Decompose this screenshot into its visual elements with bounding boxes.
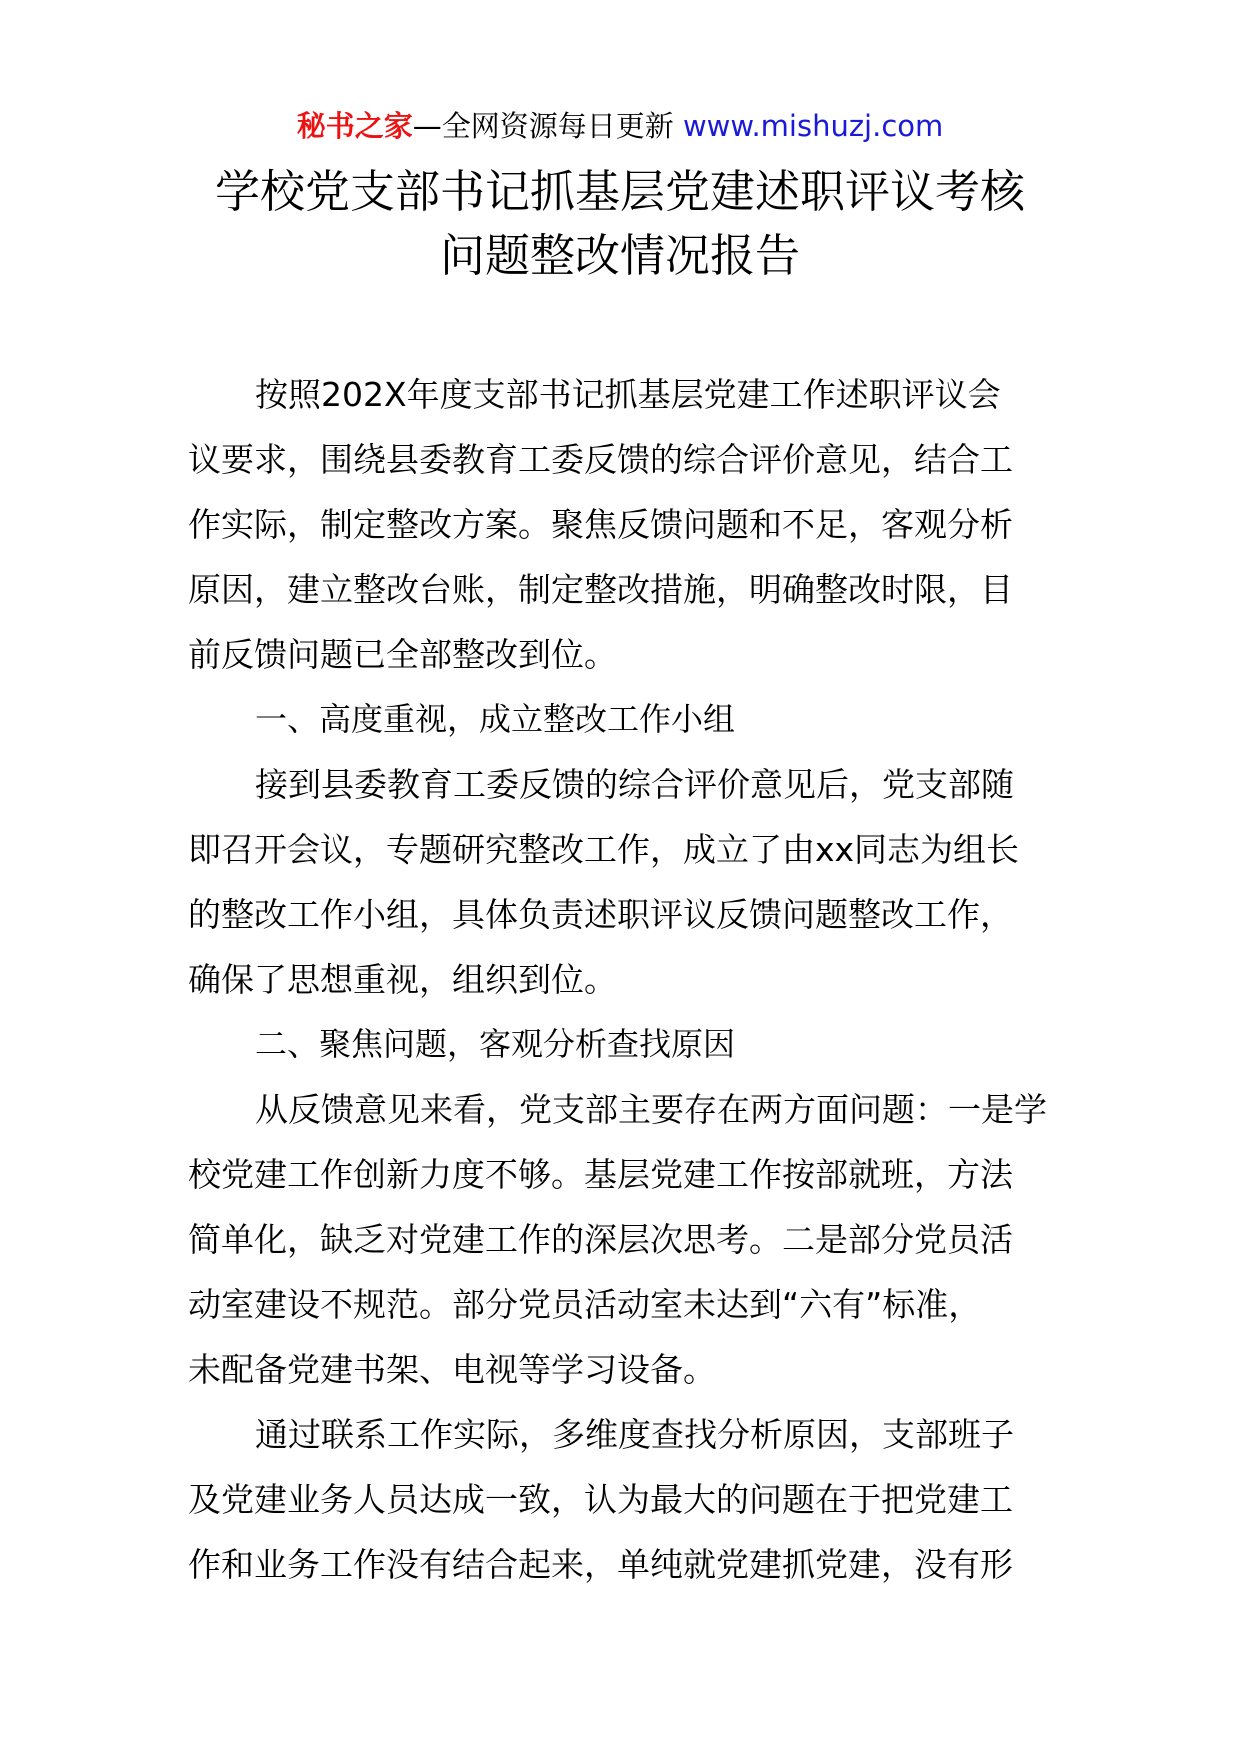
paragraph-line: 通过联系工作实际，多维度查找分析原因，支部班子 — [255, 1415, 1014, 1454]
paragraph-line: 作和业务工作没有结合起来，单纯就党建抓党建，没有形 — [188, 1545, 1013, 1584]
paragraph-line: 动室建设不规范。部分党员活动室未达到“六有”标准， — [188, 1285, 982, 1324]
paragraph-line: 简单化，缺乏对党建工作的深层次思考。二是部分党员活 — [188, 1220, 1013, 1259]
paragraph-line: 作实际，制定整改方案。聚焦反馈问题和不足，客观分析 — [188, 505, 1013, 544]
document-title-line-2: 问题整改情况报告 — [439, 229, 800, 282]
paragraph-line: 的整改工作小组，具体负责述职评议反馈问题整改工作， — [188, 895, 1013, 934]
paragraph-line: 即召开会议，专题研究整改工作，成立了由xx同志为组长 — [188, 830, 1020, 869]
watermark-tagline: —全网资源每日更新 — [412, 109, 674, 143]
section-heading: 一、高度重视，成立整改工作小组 — [255, 700, 736, 738]
paragraph-line: 未配备党建书架、电视等学习设备。 — [188, 1350, 716, 1389]
paragraph-line: 议要求，围绕县委教育工委反馈的综合评价意见，结合工 — [188, 440, 1013, 479]
paragraph-line: 前反馈问题已全部整改到位。 — [188, 635, 617, 674]
watermark-brand: 秘书之家 — [296, 109, 413, 143]
watermark-header — [0, 106, 1240, 146]
paragraph-line: 接到县委教育工委反馈的综合评价意见后，党支部随 — [255, 765, 1014, 804]
paragraph-line: 按照202X年度支部书记抓基层党建工作述职评议会 — [255, 375, 1001, 414]
paragraph-line: 及党建业务人员达成一致，认为最大的问题在于把党建工 — [188, 1480, 1013, 1519]
document-body — [188, 362, 1052, 1597]
watermark-url[interactable]: www.mishuzj.com — [682, 109, 944, 143]
paragraph-line: 原因，建立整改台账，制定整改措施，明确整改时限，目 — [188, 570, 1013, 609]
paragraph-line: 校党建工作创新力度不够。基层党建工作按部就班，方法 — [188, 1155, 1013, 1194]
paragraph-line: 确保了思想重视，组织到位。 — [188, 960, 617, 999]
document-title-line-1: 学校党支部书记抓基层党建述职评议考核 — [214, 165, 1025, 218]
section-heading: 二、聚焦问题，客观分析查找原因 — [255, 1025, 736, 1063]
paragraph-line: 从反馈意见来看，党支部主要存在两方面问题：一是学 — [255, 1090, 1047, 1129]
